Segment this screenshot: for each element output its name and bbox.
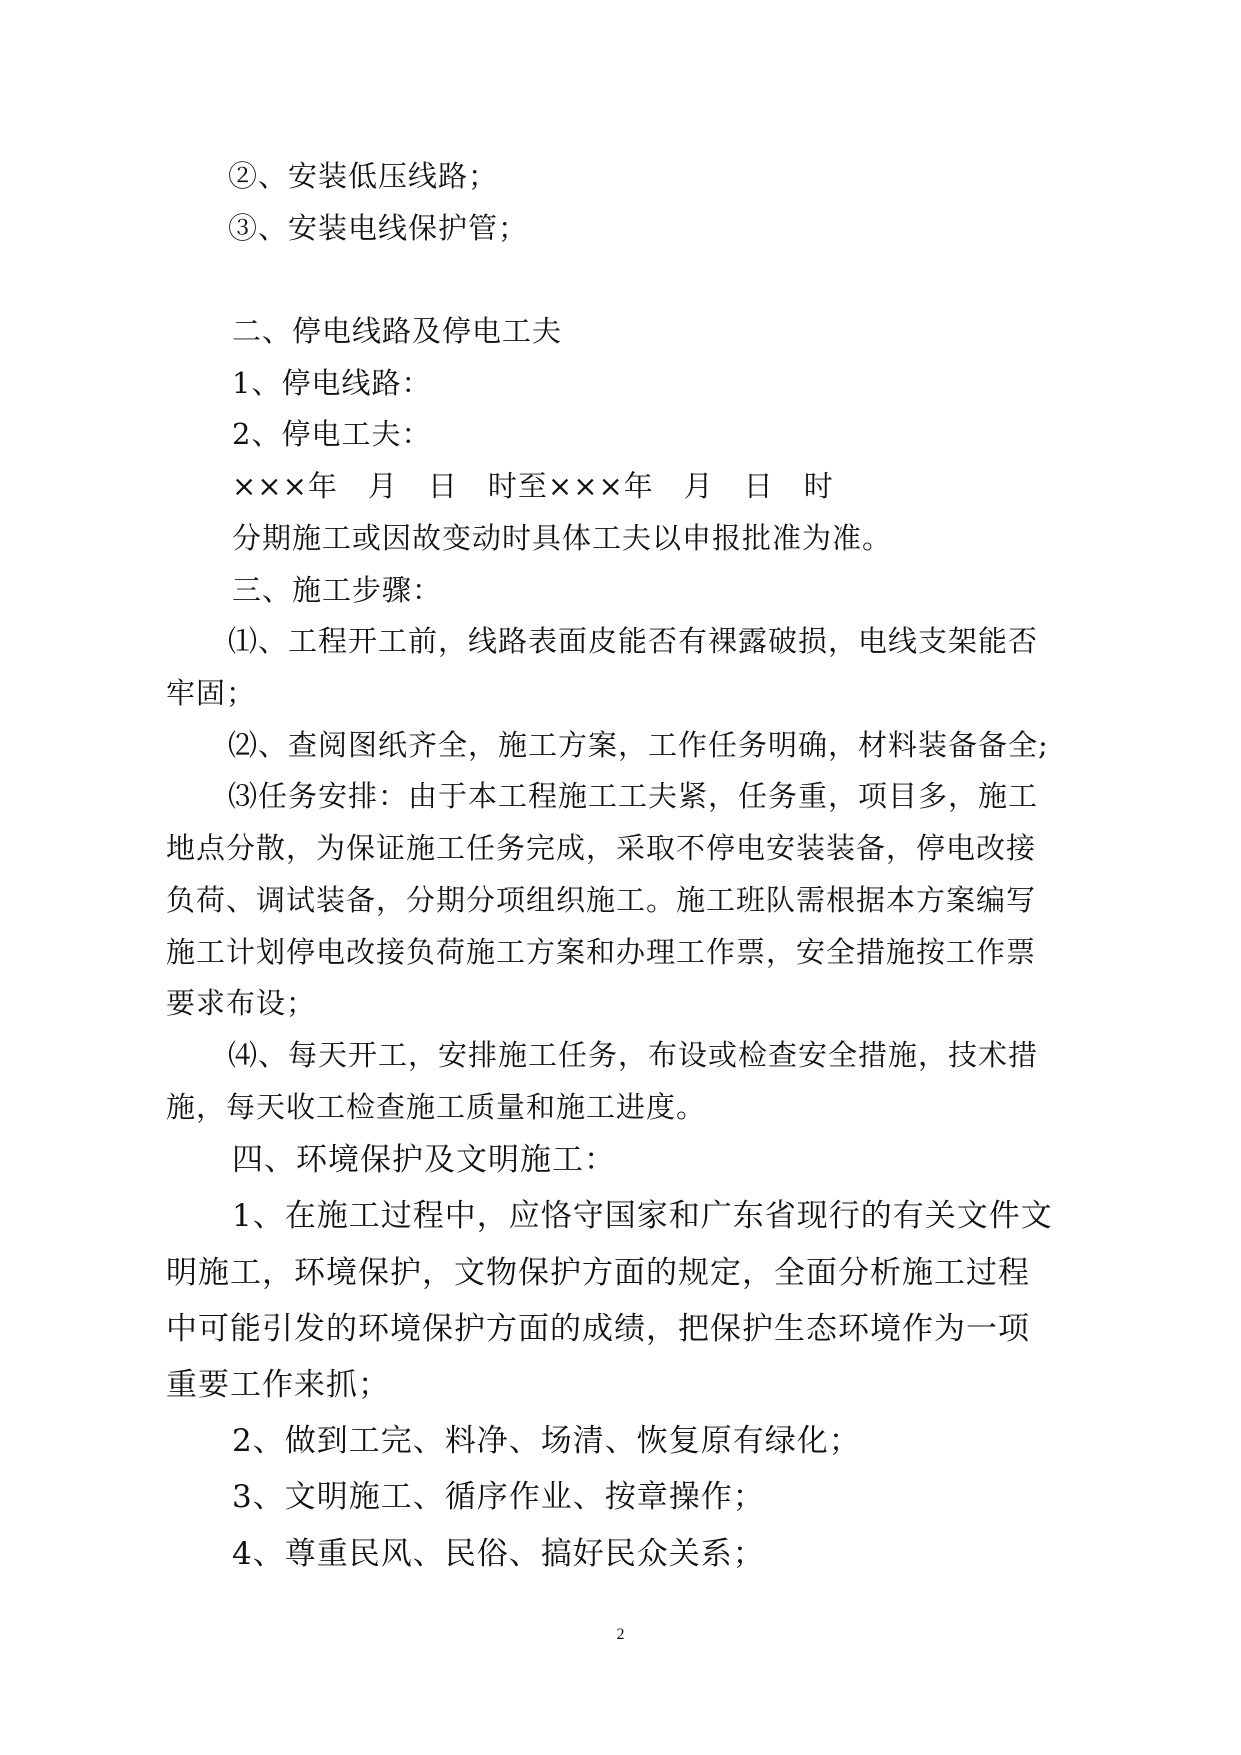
paragraph-line: 牢固； [166,676,257,710]
paragraph-line: 施，每天收工检查施工质量和施工进度。 [166,1090,707,1124]
list-item-2: ②、安装低压线路； [228,159,499,193]
paragraph-line: 要求布设； [166,986,317,1020]
paragraph-line: 2、做到工完、料净、场清、恢复原有绿化； [232,1423,861,1459]
section-heading-3: 三、施工步骤： [232,573,443,607]
paragraph-line: ×××年 月 日 时至×××年 月 日 时 [232,469,834,503]
paragraph-line: 明施工，环境保护，文物保护方面的规定，全面分析施工过程 [166,1255,1030,1291]
section-heading-4: 四、环境保护及文明施工： [232,1142,616,1178]
paragraph-line: ⑵、查阅图纸齐全，施工方案，工作任务明确，材料装备备全; [228,728,1049,762]
paragraph-line: 1、在施工过程中，应恪守国家和广东省现行的有关文件文 [232,1198,1053,1234]
paragraph-line: 地点分散，为保证施工任务完成，采取不停电安装装备，停电改接 [166,831,1037,865]
paragraph-line: 中可能引发的环境保护方面的成绩，把保护生态环境作为一项 [166,1311,1030,1347]
paragraph-line: 4、尊重民风、民俗、搞好民众关系； [232,1536,765,1572]
paragraph-line: ⑴、工程开工前，线路表面皮能否有裸露破损，电线支架能否 [228,624,1039,658]
paragraph-line: 重要工作来抓； [166,1367,390,1403]
paragraph-line: 1、停电线路： [232,366,432,400]
page-number: 2 [616,1626,625,1643]
paragraph-line: 分期施工或因故变动时具体工夫以申报批准为准。 [232,521,893,555]
paragraph-line: 2、停电工夫： [232,417,432,451]
paragraph-line: 3、文明施工、循序作业、按章操作； [232,1479,765,1515]
paragraph-line: ⑶任务安排：由于本工程施工工夫紧，任务重，项目多，施工 [228,779,1039,813]
list-item-3: ③、安装电线保护管； [228,211,529,245]
paragraph-line: 施工计划停电改接负荷施工方案和办理工作票，安全措施按工作票 [166,935,1037,969]
paragraph-line: ⑷、每天开工，安排施工任务，布设或检查安全措施，技术措 [228,1038,1039,1072]
paragraph-line: 负荷、调试装备，分期分项组织施工。施工班队需根据本方案编写 [166,883,1037,917]
section-heading-2: 二、停电线路及停电工夫 [232,314,563,348]
